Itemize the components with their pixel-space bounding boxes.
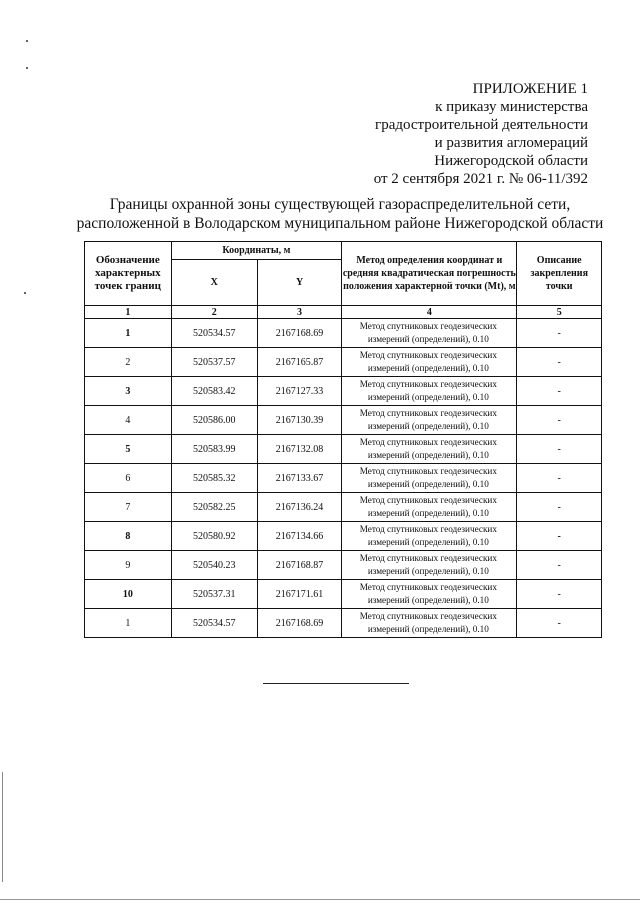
appendix-title: ПРИЛОЖЕНИЕ 1: [472, 81, 588, 97]
appendix-ref-line: градостроительной деятельности: [375, 117, 588, 133]
col-header-point: Обозначение характерных точек границ: [85, 242, 172, 306]
method-text: Метод спутниковых геодезических измерений (определений), 0.10: [342, 609, 517, 638]
point-id: 4: [85, 406, 172, 435]
table-row: [85, 493, 602, 522]
method-text: Метод спутниковых геодезических измерений (определений), 0.10: [342, 435, 517, 464]
column-number: 3: [257, 306, 341, 319]
point-id: 6: [85, 464, 172, 493]
method-text: Метод спутниковых геодезических измерений (определений), 0.10: [342, 522, 517, 551]
column-number: 5: [517, 306, 602, 319]
point-description: -: [517, 406, 602, 435]
method-text: Метод спутниковых геодезических измерений (определений), 0.10: [342, 319, 517, 348]
table-row: [85, 348, 602, 377]
coord-y: 2167133.67: [257, 464, 341, 493]
scan-speck: [26, 40, 28, 42]
coordinates-table: [84, 241, 602, 638]
coord-y: 2167165.87: [257, 348, 341, 377]
appendix-header: [374, 80, 588, 188]
appendix-ref-line: к приказу министерства: [435, 99, 588, 115]
table-row: [85, 319, 602, 348]
point-description: -: [517, 580, 602, 609]
point-description: -: [517, 348, 602, 377]
coord-x: 520586.00: [171, 406, 257, 435]
appendix-order-date: от 2 сентября 2021 г. № 06-11/392: [373, 171, 588, 187]
coord-x: 520540.23: [171, 551, 257, 580]
document-title: [60, 195, 620, 233]
coord-x: 520537.57: [171, 348, 257, 377]
col-header-coords: Координаты, м: [171, 242, 342, 260]
column-number-row: [85, 306, 602, 319]
document-title-line: расположенной в Володарском муниципальном районе Нижегородской области: [76, 215, 604, 232]
method-text: Метод спутниковых геодезических измерений (определений), 0.10: [342, 464, 517, 493]
appendix-ref-line: Нижегородской области: [434, 153, 588, 169]
method-text: Метод спутниковых геодезических измерений (определений), 0.10: [342, 551, 517, 580]
scan-edge-line: [2, 772, 3, 882]
point-id: 2: [85, 348, 172, 377]
table-row: [85, 464, 602, 493]
method-text: Метод спутниковых геодезических измерений (определений), 0.10: [342, 377, 517, 406]
col-header-x: X: [171, 260, 257, 306]
coord-x: 520583.99: [171, 435, 257, 464]
column-number: 4: [342, 306, 517, 319]
table-row: [85, 522, 602, 551]
point-id: 7: [85, 493, 172, 522]
table-row: [85, 580, 602, 609]
coord-x: 520583.42: [171, 377, 257, 406]
coord-x: 520537.31: [171, 580, 257, 609]
table-row: [85, 435, 602, 464]
column-number: 1: [85, 306, 172, 319]
end-of-document-rule: [263, 683, 409, 684]
scan-speck: [26, 67, 28, 69]
point-description: -: [517, 609, 602, 638]
document-title-line: Границы охранной зоны существующей газораспределительной сети,: [109, 196, 571, 213]
table-row: [85, 406, 602, 435]
coord-x: 520580.92: [171, 522, 257, 551]
coord-y: 2167171.61: [257, 580, 341, 609]
table-row: [85, 609, 602, 638]
table-row: [85, 551, 602, 580]
point-description: -: [517, 522, 602, 551]
scan-bottom-edge: [0, 899, 640, 900]
method-text: Метод спутниковых геодезических измерений (определений), 0.10: [342, 348, 517, 377]
coord-y: 2167132.08: [257, 435, 341, 464]
coord-x: 520585.32: [171, 464, 257, 493]
coord-x: 520534.57: [171, 319, 257, 348]
coord-y: 2167168.69: [257, 609, 341, 638]
col-header-description: Описание закрепления точки: [517, 242, 602, 306]
method-text: Метод спутниковых геодезических измерений (определений), 0.10: [342, 580, 517, 609]
point-description: -: [517, 435, 602, 464]
column-number: 2: [171, 306, 257, 319]
point-id: 9: [85, 551, 172, 580]
appendix-ref-line: и развития агломераций: [434, 135, 588, 151]
scan-speck: [24, 292, 26, 294]
point-id: 3: [85, 377, 172, 406]
point-description: -: [517, 319, 602, 348]
point-description: -: [517, 377, 602, 406]
coord-y: 2167130.39: [257, 406, 341, 435]
table-row: [85, 377, 602, 406]
col-header-y: Y: [257, 260, 341, 306]
point-description: -: [517, 551, 602, 580]
coord-y: 2167134.66: [257, 522, 341, 551]
point-id: 1: [85, 609, 172, 638]
point-id: 8: [85, 522, 172, 551]
method-text: Метод спутниковых геодезических измерений (определений), 0.10: [342, 493, 517, 522]
point-description: -: [517, 464, 602, 493]
col-header-method: Метод определения координат и средняя квадратическая погрешность положения характерной точки (Mt), м: [342, 242, 517, 306]
point-id: 5: [85, 435, 172, 464]
method-text: Метод спутниковых геодезических измерений (определений), 0.10: [342, 406, 517, 435]
coord-x: 520582.25: [171, 493, 257, 522]
point-description: -: [517, 493, 602, 522]
point-id: 10: [85, 580, 172, 609]
coord-y: 2167127.33: [257, 377, 341, 406]
coord-y: 2167168.87: [257, 551, 341, 580]
coord-x: 520534.57: [171, 609, 257, 638]
point-id: 1: [85, 319, 172, 348]
coord-y: 2167168.69: [257, 319, 341, 348]
coord-y: 2167136.24: [257, 493, 341, 522]
